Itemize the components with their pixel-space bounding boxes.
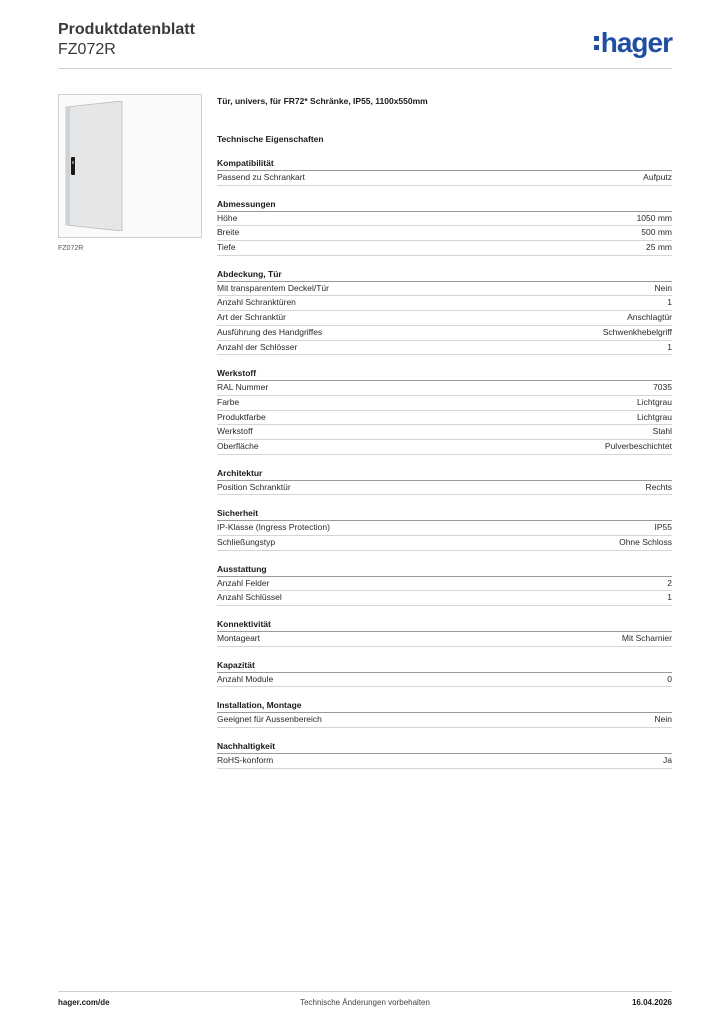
- property-value: 2: [667, 577, 672, 588]
- property-section: [217, 741, 672, 769]
- property-row: [217, 577, 672, 592]
- property-value: 1: [667, 592, 672, 603]
- section-title: Kompatibilität: [217, 158, 672, 171]
- property-row: [217, 311, 672, 326]
- property-label: Anzahl Module: [217, 673, 274, 684]
- property-row: [217, 396, 672, 411]
- property-row: [217, 411, 672, 426]
- property-value: Rechts: [645, 481, 672, 492]
- property-value: Ja: [663, 755, 672, 766]
- property-label: Ausführung des Handgriffes: [217, 326, 323, 337]
- property-label: RAL Nummer: [217, 382, 269, 393]
- section-title: Architektur: [217, 468, 672, 481]
- property-label: RoHS-konform: [217, 755, 274, 766]
- property-value: Nein: [654, 714, 672, 725]
- property-label: Position Schranktür: [217, 481, 291, 492]
- property-row: [217, 440, 672, 455]
- property-row: [217, 521, 672, 536]
- tech-heading: Technische Eigenschaften: [217, 134, 324, 144]
- property-label: Höhe: [217, 212, 238, 223]
- product-image: [58, 94, 202, 238]
- property-row: [217, 241, 672, 256]
- property-row: [217, 226, 672, 241]
- property-value: Lichtgrau: [637, 396, 672, 407]
- property-label: IP-Klasse (Ingress Protection): [217, 522, 330, 533]
- property-row: [217, 673, 672, 688]
- section-title: Ausstattung: [217, 564, 672, 577]
- property-label: Montageart: [217, 633, 260, 644]
- footer-date: 16.04.2026: [631, 998, 672, 1007]
- cabinet-door-icon: [64, 101, 124, 231]
- product-details: [217, 95, 672, 769]
- section-title: Installation, Montage: [217, 700, 672, 713]
- property-value: Aufputz: [643, 172, 672, 182]
- property-value: Lichtgrau: [637, 411, 672, 422]
- property-row: [217, 326, 672, 341]
- logo-text: hager: [600, 27, 672, 58]
- property-value: 1050 mm: [636, 212, 672, 223]
- property-value: Mit Scharnier: [621, 633, 672, 644]
- property-section: [217, 158, 672, 186]
- property-section: [217, 660, 672, 688]
- property-value: 25 mm: [646, 242, 672, 253]
- property-value: Schwenkhebelgriff: [602, 326, 672, 337]
- property-row: [217, 536, 672, 551]
- property-label: Anzahl Felder: [217, 577, 270, 588]
- section-title: Kapazität: [217, 660, 672, 673]
- hager-logo: [594, 28, 672, 58]
- property-row: [217, 171, 672, 186]
- property-row: [217, 591, 672, 606]
- property-label: Anzahl Schlüssel: [217, 592, 282, 603]
- property-label: Art der Schranktür: [217, 312, 286, 323]
- document-title: Produktdatenblatt: [58, 21, 195, 38]
- property-section: [217, 564, 672, 606]
- property-value: Ohne Schloss: [619, 537, 672, 547]
- property-label: Anzahl Schranktüren: [217, 297, 296, 308]
- property-value: 0: [667, 673, 672, 684]
- property-section: [217, 269, 672, 355]
- property-sections: [217, 158, 672, 769]
- property-section: [217, 700, 672, 728]
- property-label: Tiefe: [217, 242, 236, 253]
- property-section: [217, 508, 672, 550]
- property-row: [217, 425, 672, 440]
- property-label: Mit transparentem Deckel/Tür: [217, 282, 329, 293]
- property-label: Werkstoff: [217, 426, 253, 437]
- header-divider: [58, 68, 672, 69]
- property-section: [217, 199, 672, 256]
- footer-notice: Technische Änderungen vorbehalten: [300, 998, 430, 1007]
- property-row: [217, 754, 672, 769]
- property-row: [217, 632, 672, 647]
- property-section: [217, 619, 672, 647]
- section-title: Abdeckung, Tür: [217, 269, 672, 282]
- property-value: 500 mm: [641, 227, 672, 238]
- property-value: Stahl: [652, 426, 672, 437]
- property-value: 1: [667, 297, 672, 308]
- property-row: [217, 212, 672, 227]
- logo-dots-icon: [594, 28, 599, 52]
- document-header: [58, 20, 195, 60]
- property-value: Nein: [654, 282, 672, 293]
- property-value: Anschlagtür: [627, 312, 672, 323]
- property-value: Pulverbeschichtet: [604, 440, 672, 451]
- property-row: [217, 341, 672, 356]
- footer-website: hager.com/de: [58, 998, 110, 1007]
- property-label: Anzahl der Schlösser: [217, 341, 298, 352]
- property-label: Produktfarbe: [217, 411, 266, 422]
- property-label: Farbe: [217, 396, 240, 407]
- property-label: Oberfläche: [217, 440, 259, 451]
- property-section: [217, 468, 672, 496]
- property-value: IP55: [654, 522, 672, 533]
- footer-divider: [58, 991, 672, 992]
- property-row: [217, 296, 672, 311]
- property-value: 1: [667, 341, 672, 352]
- property-row: [217, 282, 672, 297]
- property-label: Passend zu Schrankart: [217, 172, 305, 182]
- product-code: FZ072R: [58, 41, 116, 58]
- property-label: Geeignet für Aussenbereich: [217, 714, 322, 725]
- product-description: Tür, univers, für FR72* Schränke, IP55, 1100x550mm: [217, 96, 428, 106]
- property-row: [217, 713, 672, 728]
- section-title: Sicherheit: [217, 508, 672, 521]
- property-row: [217, 381, 672, 396]
- section-title: Konnektivität: [217, 619, 672, 632]
- property-section: [217, 368, 672, 454]
- image-caption: FZ072R: [58, 245, 84, 252]
- section-title: Werkstoff: [217, 368, 672, 381]
- section-title: Abmessungen: [217, 199, 672, 212]
- property-row: [217, 481, 672, 496]
- property-value: 7035: [653, 382, 672, 393]
- property-label: Breite: [217, 227, 240, 238]
- footer: [58, 998, 672, 1010]
- property-label: Schließungstyp: [217, 537, 276, 547]
- section-title: Nachhaltigkeit: [217, 741, 672, 754]
